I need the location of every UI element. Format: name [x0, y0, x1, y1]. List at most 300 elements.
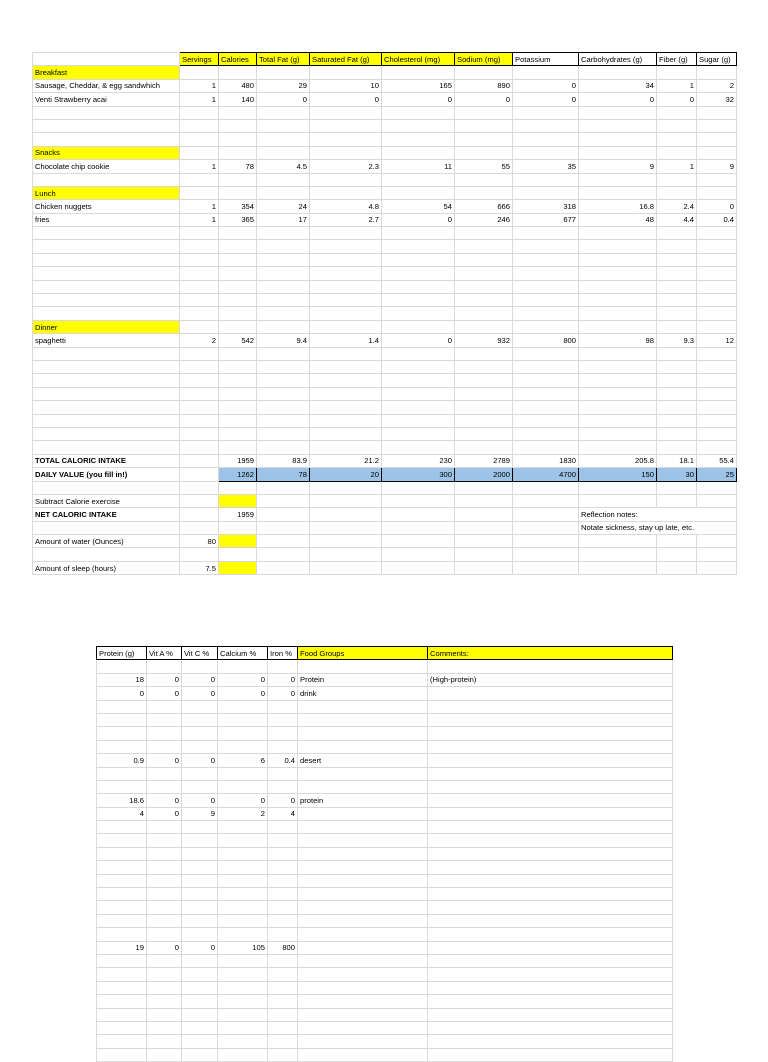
value-cell[interactable]: 890 — [455, 79, 513, 92]
empty-cell[interactable] — [697, 227, 737, 240]
value-cell[interactable] — [147, 1048, 182, 1061]
value-cell[interactable]: 480 — [219, 79, 257, 92]
empty-cell[interactable] — [697, 414, 737, 427]
value-cell[interactable] — [182, 888, 218, 901]
value-cell[interactable] — [268, 1021, 298, 1034]
empty-cell[interactable] — [697, 427, 737, 440]
value-cell[interactable]: 0 — [268, 673, 298, 686]
value-cell[interactable] — [218, 727, 268, 740]
value-cell[interactable]: 0 — [697, 200, 737, 213]
value-cell[interactable] — [428, 968, 673, 981]
value-cell[interactable]: 18.1 — [657, 454, 697, 467]
empty-cell[interactable] — [257, 307, 310, 320]
empty-cell[interactable] — [382, 561, 455, 574]
value-cell[interactable] — [147, 954, 182, 967]
empty-cell[interactable] — [697, 106, 737, 119]
empty-cell[interactable] — [657, 294, 697, 307]
value-cell[interactable]: 34 — [579, 79, 657, 92]
value-cell[interactable] — [298, 995, 428, 1008]
empty-cell[interactable] — [513, 561, 579, 574]
value-cell[interactable]: 1 — [180, 79, 219, 92]
empty-cell[interactable] — [513, 481, 579, 494]
empty-cell[interactable] — [382, 401, 455, 414]
value-cell[interactable]: 666 — [455, 200, 513, 213]
empty-cell[interactable] — [657, 253, 697, 266]
empty-cell[interactable] — [310, 561, 382, 574]
value-cell[interactable] — [147, 928, 182, 941]
value-cell[interactable]: 140 — [219, 93, 257, 106]
empty-cell[interactable] — [33, 387, 180, 400]
value-cell[interactable] — [298, 954, 428, 967]
value-cell[interactable]: 2.3 — [310, 160, 382, 173]
empty-cell[interactable] — [455, 535, 513, 548]
value-cell[interactable] — [218, 901, 268, 914]
empty-cell[interactable] — [33, 133, 180, 146]
empty-cell[interactable] — [180, 106, 219, 119]
value-cell[interactable] — [218, 780, 268, 793]
empty-cell[interactable] — [257, 360, 310, 373]
value-cell[interactable] — [182, 928, 218, 941]
empty-cell[interactable] — [657, 227, 697, 240]
empty-cell[interactable] — [382, 267, 455, 280]
value-cell[interactable] — [180, 548, 219, 561]
value-cell[interactable]: 2 — [218, 807, 268, 820]
empty-cell[interactable] — [310, 481, 382, 494]
empty-cell[interactable] — [697, 548, 737, 561]
value-cell[interactable] — [219, 481, 257, 494]
column-header[interactable]: Vit A % — [147, 647, 182, 660]
value-cell[interactable] — [97, 821, 147, 834]
empty-cell[interactable] — [697, 66, 737, 79]
empty-cell[interactable] — [257, 119, 310, 132]
empty-cell[interactable] — [180, 280, 219, 293]
empty-cell[interactable] — [382, 414, 455, 427]
value-cell[interactable] — [147, 995, 182, 1008]
empty-cell[interactable] — [579, 401, 657, 414]
empty-cell[interactable] — [382, 548, 455, 561]
empty-cell[interactable] — [180, 414, 219, 427]
empty-cell[interactable] — [257, 548, 310, 561]
empty-cell[interactable] — [33, 119, 180, 132]
value-cell[interactable] — [298, 713, 428, 726]
empty-cell[interactable] — [219, 347, 257, 360]
empty-cell[interactable] — [697, 494, 737, 507]
empty-cell[interactable] — [310, 253, 382, 266]
value-cell[interactable] — [97, 981, 147, 994]
empty-cell[interactable] — [697, 294, 737, 307]
value-cell[interactable] — [97, 1048, 147, 1061]
empty-cell[interactable] — [579, 374, 657, 387]
empty-cell[interactable] — [180, 294, 219, 307]
value-cell[interactable] — [182, 861, 218, 874]
empty-cell[interactable] — [33, 240, 180, 253]
empty-cell[interactable] — [219, 387, 257, 400]
value-cell[interactable] — [218, 767, 268, 780]
empty-cell[interactable] — [257, 253, 310, 266]
value-cell[interactable] — [268, 874, 298, 887]
value-cell[interactable] — [180, 494, 219, 507]
empty-cell[interactable] — [382, 347, 455, 360]
empty-cell[interactable] — [513, 494, 579, 507]
value-cell[interactable] — [298, 928, 428, 941]
value-cell[interactable] — [268, 888, 298, 901]
row-label[interactable]: Sausage, Cheddar, & egg sandwhich — [33, 79, 180, 92]
empty-cell[interactable] — [697, 360, 737, 373]
empty-cell[interactable] — [579, 561, 657, 574]
value-cell[interactable] — [218, 847, 268, 860]
column-header[interactable]: Servings — [180, 53, 219, 66]
value-cell[interactable] — [182, 981, 218, 994]
empty-cell[interactable] — [657, 535, 697, 548]
value-cell[interactable] — [268, 821, 298, 834]
value-cell[interactable]: 0.9 — [97, 754, 147, 767]
value-cell[interactable] — [147, 780, 182, 793]
empty-cell[interactable] — [697, 374, 737, 387]
empty-cell[interactable] — [513, 427, 579, 440]
column-header[interactable]: Food Groups — [298, 647, 428, 660]
empty-cell[interactable] — [455, 427, 513, 440]
value-cell[interactable] — [428, 834, 673, 847]
empty-cell[interactable] — [257, 267, 310, 280]
empty-cell[interactable] — [697, 535, 737, 548]
empty-cell[interactable] — [382, 280, 455, 293]
empty-cell[interactable] — [513, 347, 579, 360]
empty-cell[interactable] — [455, 360, 513, 373]
empty-cell[interactable] — [310, 106, 382, 119]
empty-cell[interactable] — [455, 521, 513, 534]
value-cell[interactable] — [268, 740, 298, 753]
value-cell[interactable] — [147, 1008, 182, 1021]
empty-cell[interactable] — [219, 280, 257, 293]
empty-cell[interactable] — [382, 294, 455, 307]
empty-cell[interactable] — [382, 173, 455, 186]
value-cell[interactable] — [219, 521, 257, 534]
value-cell[interactable]: 4 — [97, 807, 147, 820]
empty-cell[interactable] — [382, 441, 455, 454]
empty-cell[interactable] — [180, 320, 219, 333]
row-label[interactable]: Amount of water (Ounces) — [33, 535, 180, 548]
empty-cell[interactable] — [657, 427, 697, 440]
empty-cell[interactable] — [382, 227, 455, 240]
empty-cell[interactable] — [382, 307, 455, 320]
value-cell[interactable] — [218, 700, 268, 713]
value-cell[interactable]: 0 — [257, 93, 310, 106]
value-cell[interactable]: 0 — [455, 93, 513, 106]
empty-cell[interactable] — [455, 133, 513, 146]
empty-cell[interactable] — [697, 401, 737, 414]
value-cell[interactable]: 10 — [310, 79, 382, 92]
empty-cell[interactable] — [455, 280, 513, 293]
value-cell[interactable] — [147, 861, 182, 874]
value-cell[interactable] — [428, 1021, 673, 1034]
value-cell[interactable] — [298, 861, 428, 874]
empty-cell[interactable] — [455, 294, 513, 307]
value-cell[interactable]: 0 — [657, 93, 697, 106]
value-cell[interactable]: 677 — [513, 213, 579, 226]
empty-cell[interactable] — [579, 267, 657, 280]
value-cell[interactable] — [298, 807, 428, 820]
value-cell[interactable] — [97, 888, 147, 901]
value-cell[interactable]: 30 — [657, 468, 697, 481]
value-cell[interactable] — [298, 874, 428, 887]
empty-cell[interactable] — [180, 401, 219, 414]
value-cell[interactable]: 0 — [182, 794, 218, 807]
value-cell[interactable] — [268, 914, 298, 927]
value-cell[interactable]: 9 — [182, 807, 218, 820]
value-cell[interactable]: 9 — [579, 160, 657, 173]
empty-cell[interactable] — [310, 133, 382, 146]
empty-cell[interactable] — [310, 320, 382, 333]
empty-cell[interactable] — [310, 374, 382, 387]
empty-cell[interactable] — [579, 427, 657, 440]
empty-cell[interactable] — [657, 307, 697, 320]
section-label[interactable]: Snacks — [33, 146, 180, 159]
empty-cell[interactable] — [257, 294, 310, 307]
value-cell[interactable] — [182, 954, 218, 967]
value-cell[interactable] — [428, 767, 673, 780]
value-cell[interactable] — [428, 794, 673, 807]
row-label[interactable]: TOTAL CALORIC INTAKE — [33, 454, 180, 467]
empty-cell[interactable] — [579, 481, 657, 494]
empty-cell[interactable] — [657, 119, 697, 132]
value-cell[interactable]: 1 — [657, 79, 697, 92]
value-cell[interactable] — [298, 727, 428, 740]
empty-cell[interactable] — [455, 267, 513, 280]
value-cell[interactable] — [147, 888, 182, 901]
empty-cell[interactable] — [310, 240, 382, 253]
value-cell[interactable] — [298, 888, 428, 901]
value-cell[interactable]: 1 — [180, 200, 219, 213]
value-cell[interactable] — [147, 727, 182, 740]
empty-cell[interactable] — [697, 481, 737, 494]
value-cell[interactable] — [147, 767, 182, 780]
empty-cell[interactable] — [513, 106, 579, 119]
value-cell[interactable] — [298, 740, 428, 753]
value-cell[interactable] — [298, 1008, 428, 1021]
value-cell[interactable] — [147, 901, 182, 914]
empty-cell[interactable] — [455, 119, 513, 132]
value-cell[interactable]: 165 — [382, 79, 455, 92]
value-cell[interactable]: 2789 — [455, 454, 513, 467]
row-label[interactable]: NET CALORIC INTAKE — [33, 508, 180, 521]
empty-cell[interactable] — [33, 227, 180, 240]
empty-cell[interactable] — [579, 106, 657, 119]
empty-cell[interactable] — [180, 146, 219, 159]
empty-cell[interactable] — [310, 521, 382, 534]
value-cell[interactable] — [298, 847, 428, 860]
empty-cell[interactable] — [513, 253, 579, 266]
empty-cell[interactable] — [257, 240, 310, 253]
empty-cell[interactable] — [257, 427, 310, 440]
value-cell[interactable]: 1959 — [219, 454, 257, 467]
value-cell[interactable] — [428, 941, 673, 954]
value-cell[interactable]: 0 — [382, 93, 455, 106]
value-cell[interactable]: 7.5 — [180, 561, 219, 574]
value-cell[interactable] — [218, 888, 268, 901]
empty-cell[interactable] — [657, 548, 697, 561]
value-cell[interactable]: 17 — [257, 213, 310, 226]
value-cell[interactable] — [268, 861, 298, 874]
empty-cell[interactable] — [455, 146, 513, 159]
value-cell[interactable] — [428, 954, 673, 967]
value-cell[interactable] — [180, 468, 219, 481]
value-cell[interactable]: 0 — [579, 93, 657, 106]
empty-cell[interactable] — [180, 253, 219, 266]
value-cell[interactable] — [268, 995, 298, 1008]
empty-cell[interactable] — [219, 240, 257, 253]
value-cell[interactable] — [182, 968, 218, 981]
column-header[interactable]: Fiber (g) — [657, 53, 697, 66]
value-cell[interactable] — [428, 807, 673, 820]
value-cell[interactable] — [219, 535, 257, 548]
value-cell[interactable]: 150 — [579, 468, 657, 481]
empty-cell[interactable] — [219, 401, 257, 414]
column-header[interactable]: Comments: — [428, 647, 673, 660]
value-cell[interactable] — [268, 901, 298, 914]
empty-cell[interactable] — [257, 133, 310, 146]
empty-cell[interactable] — [657, 133, 697, 146]
value-cell[interactable]: 0 — [218, 673, 268, 686]
value-cell[interactable] — [147, 821, 182, 834]
value-cell[interactable] — [218, 713, 268, 726]
value-cell[interactable]: 105 — [218, 941, 268, 954]
empty-cell[interactable] — [219, 146, 257, 159]
value-cell[interactable] — [97, 834, 147, 847]
empty-cell[interactable] — [657, 66, 697, 79]
empty-cell[interactable] — [513, 414, 579, 427]
value-cell[interactable] — [180, 508, 219, 521]
column-header[interactable]: Iron % — [268, 647, 298, 660]
section-label[interactable]: Breakfast — [33, 66, 180, 79]
empty-cell[interactable] — [579, 347, 657, 360]
empty-cell[interactable] — [180, 133, 219, 146]
value-cell[interactable] — [298, 914, 428, 927]
empty-cell[interactable] — [657, 173, 697, 186]
row-label[interactable] — [33, 521, 180, 534]
empty-cell[interactable] — [382, 119, 455, 132]
value-cell[interactable]: 1 — [180, 93, 219, 106]
empty-cell[interactable] — [33, 253, 180, 266]
value-cell[interactable]: 800 — [268, 941, 298, 954]
value-cell[interactable]: 246 — [455, 213, 513, 226]
empty-cell[interactable] — [219, 119, 257, 132]
empty-cell[interactable] — [513, 173, 579, 186]
empty-cell[interactable] — [219, 227, 257, 240]
empty-cell[interactable] — [180, 387, 219, 400]
empty-cell[interactable] — [310, 267, 382, 280]
column-header[interactable]: Sugar (g) — [697, 53, 737, 66]
empty-cell[interactable] — [382, 320, 455, 333]
empty-cell[interactable] — [657, 374, 697, 387]
value-cell[interactable] — [97, 660, 147, 673]
value-cell[interactable]: 35 — [513, 160, 579, 173]
empty-cell[interactable] — [382, 508, 455, 521]
value-cell[interactable]: 0 — [147, 941, 182, 954]
empty-cell[interactable] — [33, 427, 180, 440]
value-cell[interactable]: 0 — [182, 754, 218, 767]
empty-cell[interactable] — [455, 374, 513, 387]
empty-cell[interactable] — [310, 186, 382, 199]
value-cell[interactable]: 1959 — [219, 508, 257, 521]
value-cell[interactable]: protein — [298, 794, 428, 807]
empty-cell[interactable] — [697, 240, 737, 253]
value-cell[interactable] — [428, 995, 673, 1008]
empty-cell[interactable] — [33, 414, 180, 427]
empty-cell[interactable] — [697, 146, 737, 159]
value-cell[interactable] — [268, 1048, 298, 1061]
value-cell[interactable]: 12 — [697, 334, 737, 347]
empty-cell[interactable] — [257, 401, 310, 414]
empty-cell[interactable] — [310, 401, 382, 414]
empty-cell[interactable] — [310, 66, 382, 79]
value-cell[interactable]: 300 — [382, 468, 455, 481]
value-cell[interactable]: 32 — [697, 93, 737, 106]
empty-cell[interactable] — [382, 106, 455, 119]
row-label[interactable]: Amount of sleep (hours) — [33, 561, 180, 574]
empty-cell[interactable] — [33, 441, 180, 454]
value-cell[interactable]: 54 — [382, 200, 455, 213]
empty-cell[interactable] — [579, 227, 657, 240]
value-cell[interactable]: 11 — [382, 160, 455, 173]
value-cell[interactable] — [218, 834, 268, 847]
value-cell[interactable]: 9.3 — [657, 334, 697, 347]
value-cell[interactable]: 18 — [97, 673, 147, 686]
empty-cell[interactable] — [33, 106, 180, 119]
value-cell[interactable]: 0 — [147, 807, 182, 820]
empty-cell[interactable] — [180, 240, 219, 253]
value-cell[interactable]: 2 — [697, 79, 737, 92]
row-label[interactable]: Chocolate chip cookie — [33, 160, 180, 173]
empty-cell[interactable] — [180, 347, 219, 360]
value-cell[interactable] — [428, 874, 673, 887]
value-cell[interactable] — [97, 700, 147, 713]
empty-cell[interactable] — [579, 146, 657, 159]
empty-cell[interactable] — [513, 146, 579, 159]
empty-cell[interactable] — [697, 133, 737, 146]
empty-cell[interactable] — [657, 481, 697, 494]
value-cell[interactable] — [147, 834, 182, 847]
value-cell[interactable]: 230 — [382, 454, 455, 467]
value-cell[interactable] — [268, 834, 298, 847]
value-cell[interactable]: 25 — [697, 468, 737, 481]
value-cell[interactable] — [182, 874, 218, 887]
empty-cell[interactable] — [310, 173, 382, 186]
empty-cell[interactable] — [513, 387, 579, 400]
value-cell[interactable]: 24 — [257, 200, 310, 213]
section-label[interactable]: Dinner — [33, 320, 180, 333]
value-cell[interactable] — [428, 847, 673, 860]
empty-cell[interactable] — [455, 347, 513, 360]
empty-cell[interactable] — [657, 267, 697, 280]
empty-cell[interactable] — [382, 133, 455, 146]
empty-cell[interactable] — [579, 387, 657, 400]
value-cell[interactable] — [180, 521, 219, 534]
value-cell[interactable]: 4 — [268, 807, 298, 820]
section-label[interactable]: Lunch — [33, 186, 180, 199]
value-cell[interactable] — [182, 700, 218, 713]
value-cell[interactable]: 542 — [219, 334, 257, 347]
empty-cell[interactable] — [513, 227, 579, 240]
empty-cell[interactable] — [257, 186, 310, 199]
empty-cell[interactable] — [180, 267, 219, 280]
value-cell[interactable]: 205.8 — [579, 454, 657, 467]
value-cell[interactable] — [218, 874, 268, 887]
value-cell[interactable] — [97, 713, 147, 726]
value-cell[interactable] — [182, 740, 218, 753]
value-cell[interactable] — [428, 981, 673, 994]
empty-cell[interactable] — [579, 253, 657, 266]
value-cell[interactable] — [428, 901, 673, 914]
